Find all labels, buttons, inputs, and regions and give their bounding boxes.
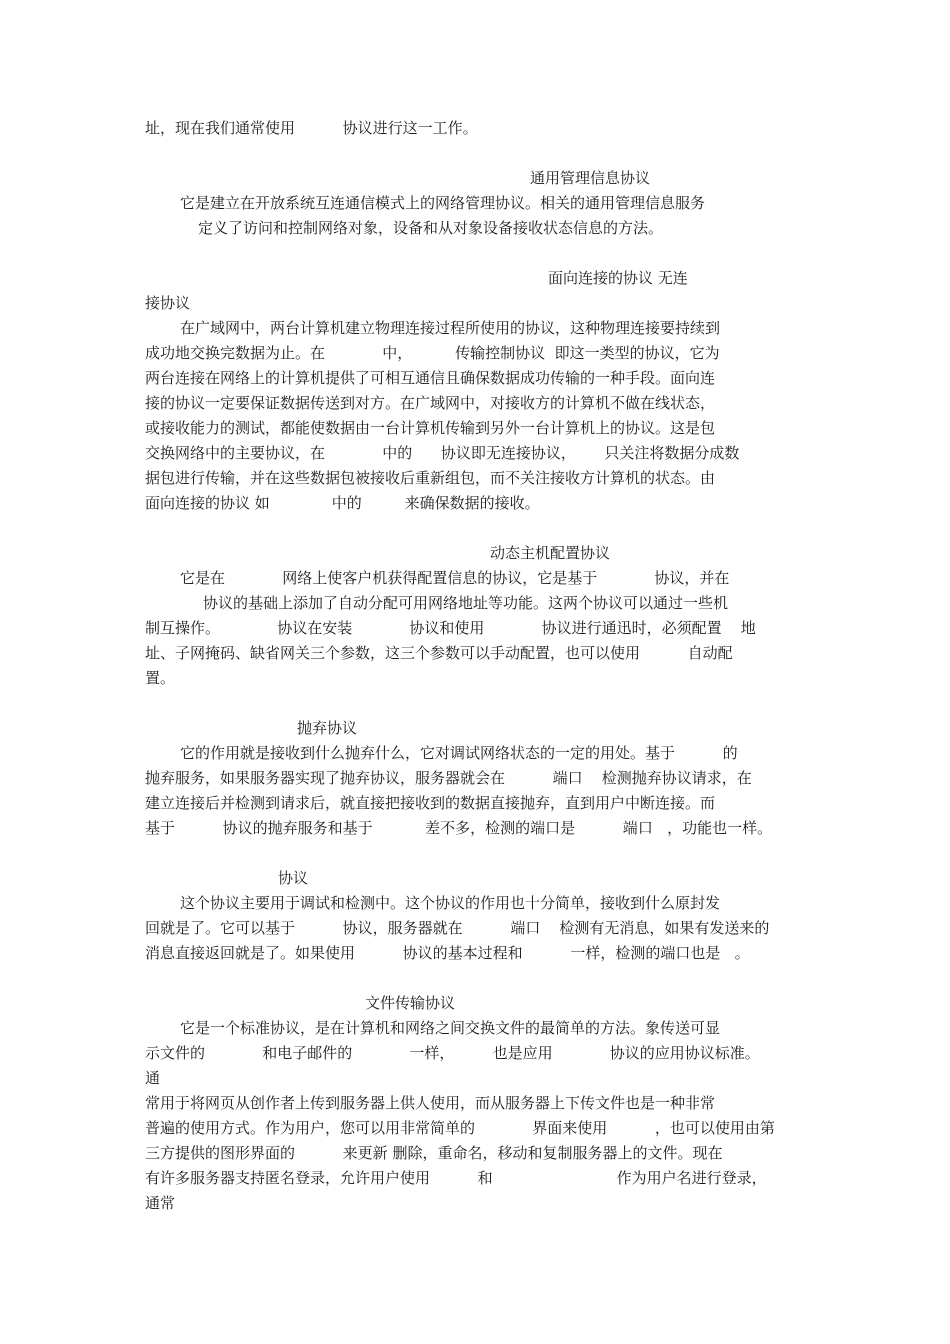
section-heading: 文件传输协议 <box>365 994 456 1012</box>
text-line: 常用于将网页从创作者上传到服务器上供人使用，而从服务器上下传文件也是一种非常 <box>145 1094 716 1112</box>
text-line: 置。 <box>145 669 176 687</box>
text-line: 通常 <box>145 1194 176 1212</box>
text-line: 这个协议主要用于调试和检测中。这个协议的作用也十分简单，接收到什么原封发 <box>180 894 721 912</box>
text-line: 它的作用就是接收到什么抛弃什么，它对调试网络状态的一定的用处。基于 的 <box>180 744 738 762</box>
text-line: 成功地交换完数据为止。在 中， 传输控制协议 即这一类型的协议，它为 <box>145 344 720 362</box>
text-line: 定义了访问和控制网络对象，设备和从对象设备接收状态信息的方法。 <box>198 219 664 237</box>
text-line: 它是建立在开放系统互连通信模式上的网络管理协议。相关的通用管理信息服务 <box>180 194 706 212</box>
text-line: 制互操作。 协议在安装 协议和使用 协议进行通迅时，必须配置 地 <box>145 619 756 637</box>
text-line: 或接收能力的测试，都能使数据由一台计算机传输到另外一台计算机上的协议。这是包 <box>145 419 716 437</box>
text-line: 有许多服务器支持匿名登录，允许用户使用 和 作为用户名进行登录， <box>145 1169 767 1187</box>
text-line: 面向连接的协议 如 中的 来确保数据的接收。 <box>145 494 540 512</box>
section-heading: 接协议 <box>145 294 191 312</box>
text-line: 址，现在我们通常使用 协议进行这一工作。 <box>145 119 478 137</box>
text-line: 交换网络中的主要协议，在 中的 协议即无连接协议， 只关注将数据分成数 <box>145 444 740 462</box>
text-line: 回就是了。它可以基于 协议，服务器就在 端口 检测有无消息，如果有发送来的 <box>145 919 770 937</box>
text-line: 示文件的 和电子邮件的 一样， 也是应用 协议的应用协议标准。 <box>145 1044 760 1062</box>
text-line: 建立连接后并检测到请求后，就直接把接收到的数据直接抛弃，直到用户中断连接。而 <box>145 794 716 812</box>
text-line: 它是在 网络上使客户机获得配置信息的协议，它是基于 协议，并在 <box>180 569 730 587</box>
text-line: 两台连接在网络上的计算机提供了可相互通信且确保数据成功传输的一种手段。面向连 <box>145 369 716 387</box>
text-line: 三方提供的图形界面的 来更新 删除，重命名，移动和复制服务器上的文件。现在 <box>145 1144 723 1162</box>
section-heading: 协议 <box>278 869 309 887</box>
text-line: 普遍的使用方式。作为用户，您可以用非常简单的 界面来使用 ，也可以使用由第 <box>145 1119 775 1137</box>
text-line: 抛弃服务，如果服务器实现了抛弃协议，服务器就会在 端口 检测抛弃协议请求，在 <box>145 769 752 787</box>
section-heading: 抛弃协议 <box>297 719 358 737</box>
text-line: 消息直接返回就是了。如果使用 协议的基本过程和 一样，检测的端口也是 。 <box>145 944 750 962</box>
text-line: 接的协议一定要保证数据传送到对方。在广域网中，对接收方的计算机不做在线状态， <box>145 394 716 412</box>
section-heading: 通用管理信息协议 <box>530 169 651 187</box>
text-line: 协议的基础上添加了自动分配可用网络地址等功能。这两个协议可以通过一些机 <box>203 594 729 612</box>
section-heading: 动态主机配置协议 <box>490 544 611 562</box>
text-line: 它是一个标准协议，是在计算机和网络之间交换文件的最简单的方法。象传送可显 <box>180 1019 721 1037</box>
text-line: 据包进行传输，并在这些数据包被接收后重新组包，而不关注接收方计算机的状态。由 <box>145 469 716 487</box>
text-line: 通 <box>145 1069 161 1087</box>
text-line: 在广域网中，两台计算机建立物理连接过程所使用的协议，这种物理连接要持续到 <box>180 319 721 337</box>
text-line: 基于 协议的抛弃服务和基于 差不多，检测的端口是 端口 ，功能也一样。 <box>145 819 773 837</box>
section-heading: 面向连接的协议 无连 <box>548 269 688 287</box>
text-line: 址、子网掩码、缺省网关三个参数，这三个参数可以手动配置，也可以使用 自动配 <box>145 644 733 662</box>
